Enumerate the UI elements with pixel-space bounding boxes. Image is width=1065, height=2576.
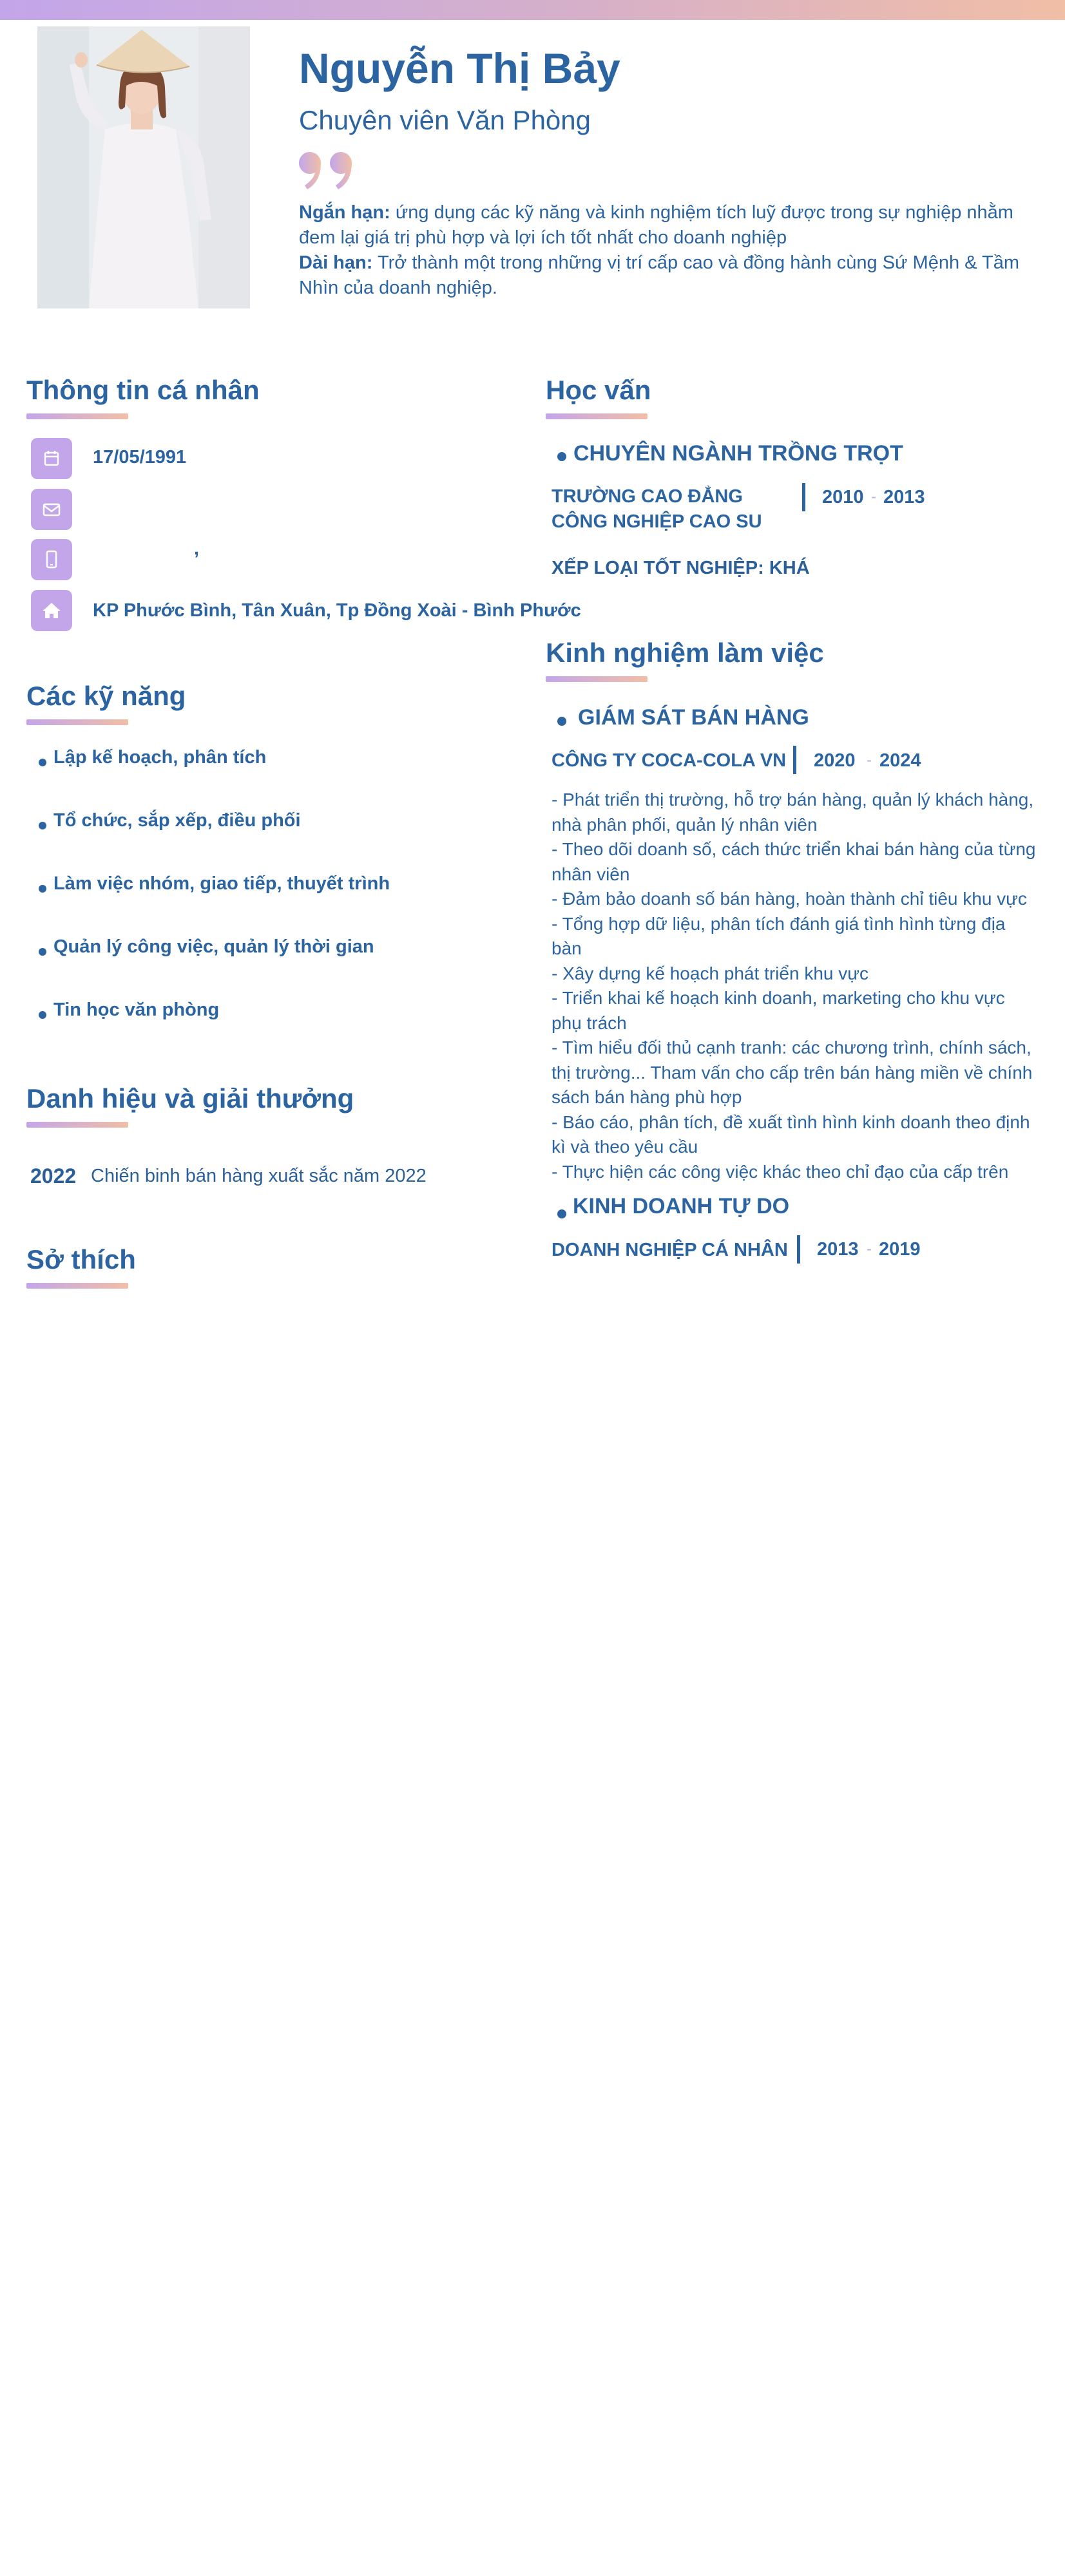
award-text: Chiến binh bán hàng xuất sắc năm 2022 xyxy=(91,1166,427,1186)
education-start-year: 2010 xyxy=(822,487,864,507)
section-underline xyxy=(26,1122,128,1128)
education-major: CHUYÊN NGÀNH TRỒNG TRỌT xyxy=(573,441,903,466)
year-dash: - xyxy=(867,1240,872,1258)
education-school: TRƯỜNG CAO ĐẲNG CÔNG NGHIỆP CAO SU xyxy=(552,486,762,532)
year-dash: - xyxy=(871,488,876,506)
skill-bullet xyxy=(39,948,46,956)
awards-title: Danh hiệu và giải thưởng xyxy=(26,1083,354,1113)
experience-start-year: 2013 xyxy=(817,1239,859,1260)
hobbies-title: Sở thích xyxy=(26,1244,136,1274)
skills-title: Các kỹ năng xyxy=(26,681,186,711)
skill-bullet xyxy=(39,759,46,766)
email-icon xyxy=(31,489,72,530)
phone-icon xyxy=(31,539,72,580)
long-term-text: Trở thành một trong những vị trí cấp cao và đồng hành cùng Sứ Mệnh & Tầm Nhìn của doanh nghiệp. xyxy=(299,252,1020,298)
personal-info-title: Thông tin cá nhân xyxy=(26,375,260,405)
skill-bullet xyxy=(39,885,46,893)
experience-bullet xyxy=(557,1209,566,1218)
experience-end-year: 2024 xyxy=(879,750,921,771)
skill-item: Tổ chức, sắp xếp, điều phối xyxy=(53,810,301,831)
experience-title: Kinh nghiệm làm việc xyxy=(546,638,824,668)
skill-bullet xyxy=(39,822,46,829)
experience-bullet xyxy=(557,717,566,726)
experience-company: DOANH NGHIỆP CÁ NHÂN xyxy=(552,1240,788,1260)
skill-item: Tin học văn phòng xyxy=(53,999,220,1020)
skill-item: Quản lý công việc, quản lý thời gian xyxy=(53,936,374,957)
phone-value: , xyxy=(194,538,200,559)
experience-description: - Phát triển thị trường, hỗ trợ bán hàng, quản lý khách hàng, nhà phân phối, quản lý nhân viên - Theo dõi doanh số, cách thức triển khai bán hàng của từng nhân viên - Đảm bảo doanh số bán hàng, hoàn thành chỉ tiêu khu vực - Tổng hợp dữ liệu, phân tích đánh giá tình hình từng địa bàn - Xây dựng kế hoạch phát triển khu vực - Triển khai kế hoạch kinh doanh, marketing cho khu vực phụ trách - Tìm hiểu đối thủ cạnh tranh: các chương trình, chính sách, thị trường... Tham vấn cho cấp trên bán hàng miền về chính sách bán hàng phù hợp - Báo cáo, phân tích, đề xuất tình hình kinh doanh theo định kì và theo yêu cầu - Thực hiện các công việc khác theo chỉ đạo của cấp trên xyxy=(552,790,1036,1182)
quote-icon xyxy=(298,151,356,191)
short-term-label: Ngắn hạn: xyxy=(299,202,390,223)
education-end-year: 2013 xyxy=(883,487,925,507)
experience-divider xyxy=(793,746,796,774)
section-underline xyxy=(546,676,648,682)
experience-divider xyxy=(797,1235,800,1264)
career-objective xyxy=(299,200,1033,301)
section-underline xyxy=(26,719,128,725)
year-dash: - xyxy=(867,752,872,769)
experience-end-year: 2019 xyxy=(879,1239,921,1260)
education-bullet xyxy=(557,452,566,461)
section-underline xyxy=(26,413,128,419)
experience-company: CÔNG TY COCA-COLA VN xyxy=(552,750,787,771)
top-gradient-bar xyxy=(0,0,1065,20)
skill-item: Làm việc nhóm, giao tiếp, thuyết trình xyxy=(53,873,390,894)
experience-position: KINH DOANH TỰ DO xyxy=(573,1194,790,1218)
long-term-label: Dài hạn: xyxy=(299,252,373,273)
candidate-name: Nguyễn Thị Bảy xyxy=(299,44,620,92)
address-value: KP Phước Bình, Tân Xuân, Tp Đồng Xoài - Bình Phước xyxy=(93,600,581,621)
birth-date: 17/05/1991 xyxy=(93,447,187,468)
education-grade: XẾP LOẠI TỐT NGHIỆP: KHÁ xyxy=(552,558,810,578)
short-term-text: ứng dụng các kỹ năng và kinh nghiệm tích luỹ được trong sự nghiệp nhằm đem lại giá trị phù hợp và lợi ích tốt nhất cho doanh nghiệp xyxy=(299,202,1013,248)
education-title: Học vấn xyxy=(546,375,651,405)
section-underline xyxy=(546,413,648,419)
experience-start-year: 2020 xyxy=(814,750,856,771)
calendar-icon xyxy=(31,438,72,479)
experience-position: GIÁM SÁT BÁN HÀNG xyxy=(578,705,809,730)
section-underline xyxy=(26,1283,128,1289)
skill-item: Lập kế hoạch, phân tích xyxy=(53,747,267,768)
job-title: Chuyên viên Văn Phòng xyxy=(299,105,591,135)
skill-bullet xyxy=(39,1011,46,1019)
award-year: 2022 xyxy=(30,1164,77,1188)
home-icon xyxy=(31,590,72,631)
profile-photo xyxy=(37,26,250,308)
education-divider xyxy=(802,483,805,511)
